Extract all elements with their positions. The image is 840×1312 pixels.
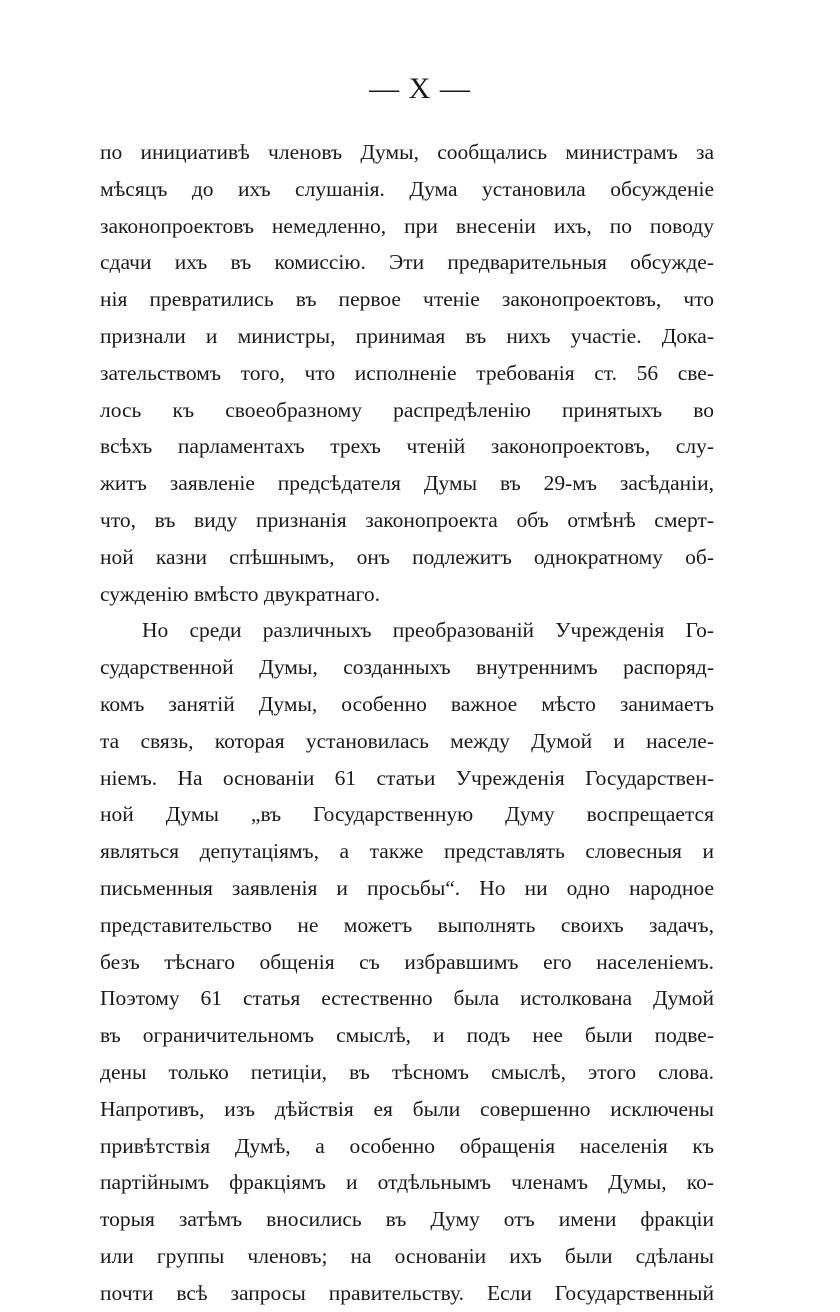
text-line: всѣхъ парламентахъ трехъ чтеній законопроектовъ, слу- xyxy=(100,434,714,459)
text-line: законопроектовъ немедленно, при внесеніи ихъ, по поводу xyxy=(100,213,714,238)
text-line: Напротивъ, изъ дѣйствія ея были совершенно исключены xyxy=(100,1096,714,1121)
text-line: почти всѣ запросы правительству. Если Государственный xyxy=(100,1280,714,1305)
text-line: нія превратились въ первое чтеніе законопроектовъ, что xyxy=(100,287,714,312)
text-line: зательствомъ того, что исполненіе требованія ст. 56 све- xyxy=(100,360,714,385)
paragraph-end-line: сужденію вмѣсто двукратнаго. xyxy=(100,581,380,606)
text-line: комъ занятій Думы, особенно важное мѣсто занимаетъ xyxy=(100,691,714,716)
text-line: мѣсяцъ до ихъ слушанія. Дума установила обсужденіе xyxy=(100,176,714,201)
text-line: безъ тѣснаго общенія съ избравшимъ его населеніемъ. xyxy=(100,949,714,974)
text-line: являться депутаціямъ, а также представлять словесныя и xyxy=(100,839,714,864)
text-line: житъ заявленіе предсѣдателя Думы въ 29-мъ засѣданіи, xyxy=(100,471,714,496)
page-number: — X — xyxy=(369,72,471,105)
text-line: признали и министры, принимая въ нихъ участіе. Дока- xyxy=(100,323,714,348)
paragraph-start-line: Но среди различныхъ преобразованій Учрежденія Го- xyxy=(142,618,714,643)
text-line: привѣтствія Думѣ, а особенно обращенія населенія къ xyxy=(100,1133,714,1158)
text-line: сударственной Думы, созданныхъ внутреннимъ распоряд- xyxy=(100,655,714,680)
text-line: ніемъ. На основаніи 61 статьи Учрежденія Государствен- xyxy=(100,765,714,790)
text-line: та связь, которая установилась между Думой и населе- xyxy=(100,728,714,753)
text-line: представительство не можетъ выполнять своихъ задачъ, xyxy=(100,912,714,937)
text-line: торыя затѣмъ вносились въ Думу отъ имени фракціи xyxy=(100,1207,714,1232)
text-line: сдачи ихъ въ комиссію. Эти предварительныя обсужде- xyxy=(100,250,714,275)
text-line: ной Думы „въ Государственную Думу воспрещается xyxy=(100,802,714,827)
text-line: или группы членовъ; на основаніи ихъ были сдѣланы xyxy=(100,1243,714,1268)
text-line: письменныя заявленія и просьбы“. Но ни одно народное xyxy=(100,875,714,900)
text-line: партійнымъ фракціямъ и отдѣльнымъ членамъ Думы, ко- xyxy=(100,1170,714,1195)
body-text xyxy=(100,134,714,1312)
text-line: лось къ своеобразному распредѣленію принятыхъ во xyxy=(100,397,714,422)
text-line: по инициативѣ членовъ Думы, сообщались министрамъ за xyxy=(100,140,714,164)
text-line: что, въ виду признанія законопроекта объ отмѣнѣ смерт- xyxy=(100,507,714,532)
text-line: дены только петиціи, въ тѣсномъ смыслѣ, этого слова. xyxy=(100,1059,714,1084)
text-line: ной казни спѣшнымъ, онъ подлежитъ однократному об- xyxy=(100,544,714,569)
text-line: въ ограничительномъ смыслѣ, и подъ нее были подве- xyxy=(100,1023,714,1048)
text-line: Поэтому 61 статья естественно была истолкована Думой xyxy=(100,986,714,1011)
